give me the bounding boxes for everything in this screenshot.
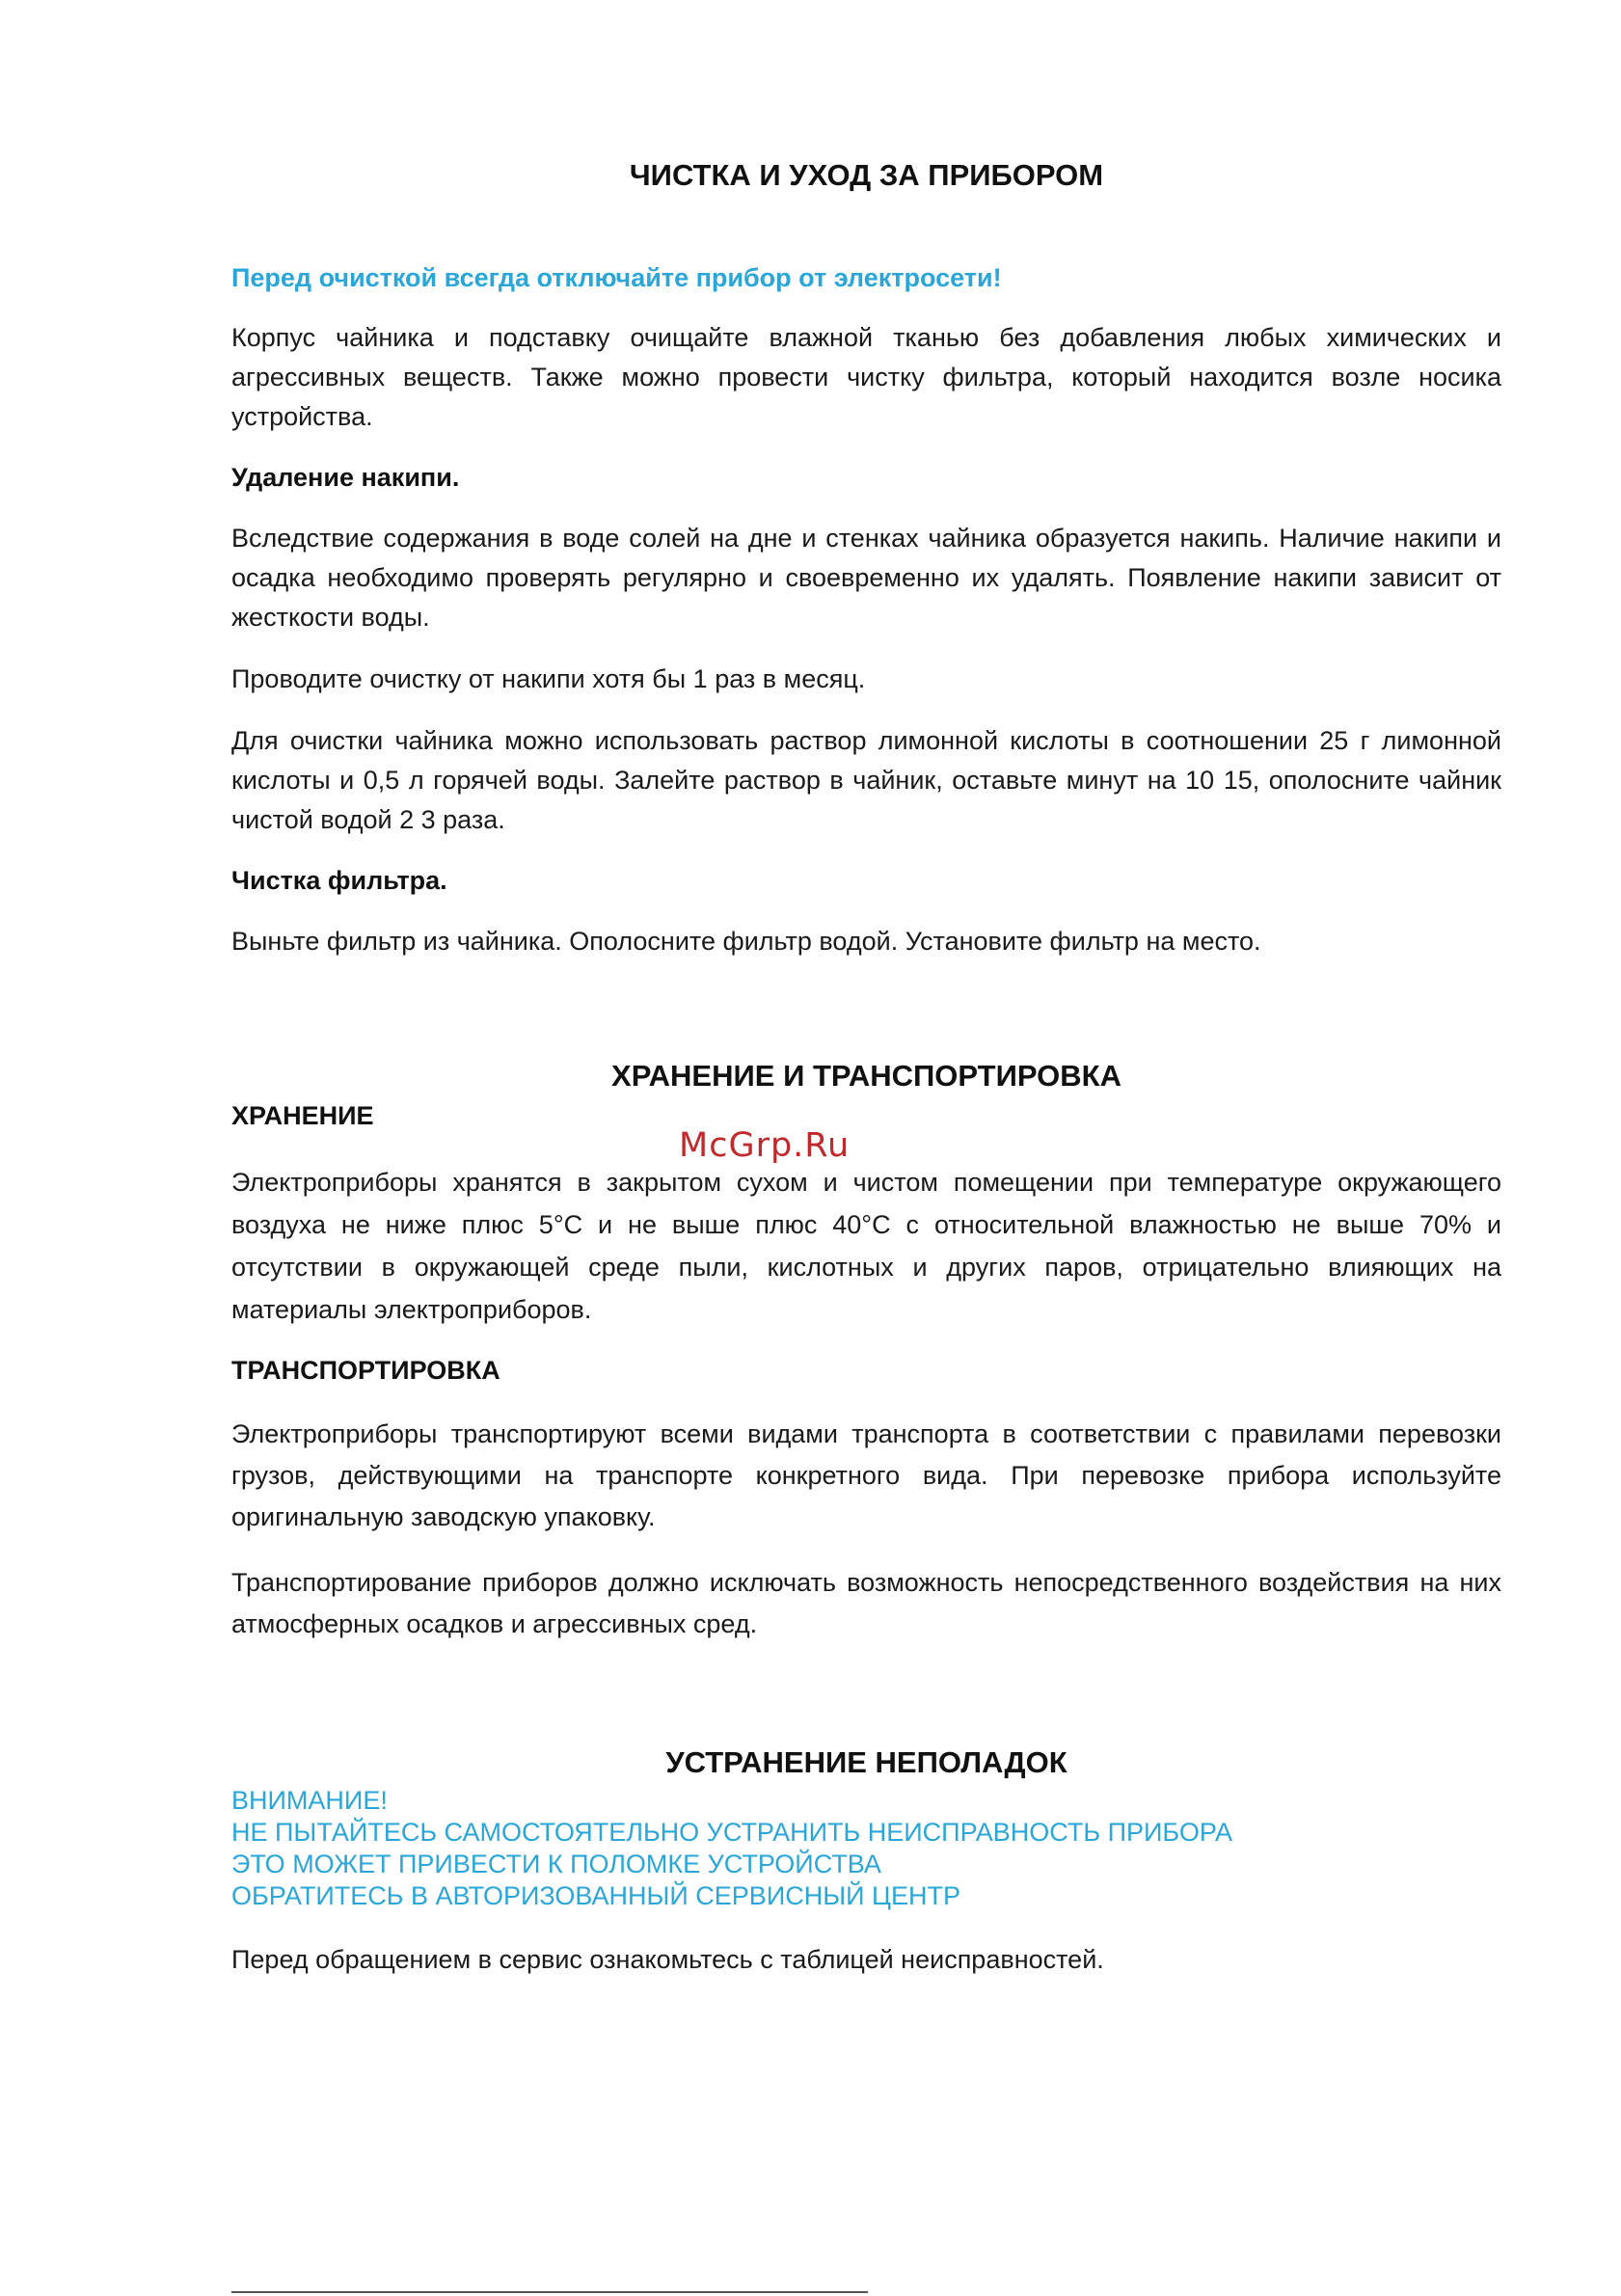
storage-title: ХРАНЕНИЕ И ТРАНСПОРТИРОВКА [611, 1059, 1121, 1093]
warning-line: ВНИМАНИЕ! [231, 1786, 388, 1815]
filter-heading: Чистка фильтра. [231, 866, 447, 895]
transport-paragraph-1: Электроприборы транспортируют всеми видами транспорта в соответствии с правилами перевозки грузов, действующими на транспорте конкретного вида. При перевозке прибора используйте оригинальную заводскую упаковку. [231, 1419, 1501, 1531]
troubleshooting-title: УСТРАНЕНИЕ НЕПОЛАДОК [665, 1745, 1067, 1779]
warning-line: ЭТО МОЖЕТ ПРИВЕСТИ К ПОЛОМКЕ УСТРОЙСТВА [231, 1850, 881, 1878]
cleaning-warning: Перед очисткой всегда отключайте прибор от электросети! [231, 263, 1002, 292]
descaling-paragraph-3: Для очистки чайника можно использовать раствор лимонной кислоты в соотношении 25 г лимонной кислоты и 0,5 л горячей воды. Залейте раствор в чайник, оставьте минут на 10 15, ополосните чайник чистой водой 2 3 раза. [231, 726, 1501, 834]
cleaning-paragraph-1: Корпус чайника и подставку очищайте влажной тканью без добавления любых химических и агрессивных веществ. Также можно провести чистку фильтра, который находится возле носика устройства. [231, 323, 1501, 431]
filter-paragraph: Выньте фильтр из чайника. Ополосните фильтр водой. Установите фильтр на место. [231, 927, 1261, 956]
descaling-heading: Удаление накипи. [231, 463, 460, 492]
footer-divider [231, 2291, 868, 2293]
watermark: McGrp.Ru [679, 1126, 851, 1165]
storage-heading: ХРАНЕНИЕ [231, 1101, 374, 1130]
warning-line: ОБРАТИТЕСЬ В АВТОРИЗОВАННЫЙ СЕРВИСНЫЙ ЦЕНТР [231, 1881, 961, 1910]
descaling-paragraph-1: Вследствие содержания в воде солей на дне и стенках чайника образуется накипь. Наличие накипи и осадка необходимо проверять регулярно и своевременно их удалять. Появление накипи зависит от жесткости воды. [231, 524, 1501, 632]
cleaning-title: ЧИСТКА И УХОД ЗА ПРИБОРОМ [629, 158, 1104, 192]
troubleshooting-warning [231, 1785, 1232, 1912]
storage-paragraph: Электроприборы хранятся в закрытом сухом и чистом помещении при температуре окружающего воздуха не ниже плюс 5°С и не выше плюс 40°С с относительной влажностью не выше 70% и отсутствии в окружающей среде пыли, кислотных и других паров, отрицательно влияющих на материалы электроприборов. [231, 1168, 1501, 1324]
transport-paragraph-2: Транспортирование приборов должно исключать возможность непосредственного воздействия на них атмосферных осадков и агрессивных сред. [231, 1568, 1501, 1638]
troubleshooting-note: Перед обращением в сервис ознакомьтесь с таблицей неисправностей. [231, 1945, 1104, 1974]
warning-line: НЕ ПЫТАЙТЕСЬ САМОСТОЯТЕЛЬНО УСТРАНИТЬ НЕИСПРАВНОСТЬ ПРИБОРА [231, 1818, 1233, 1847]
transport-heading: ТРАНСПОРТИРОВКА [231, 1356, 500, 1385]
descaling-paragraph-2: Проводите очистку от накипи хотя бы 1 раз в месяц. [231, 664, 866, 693]
